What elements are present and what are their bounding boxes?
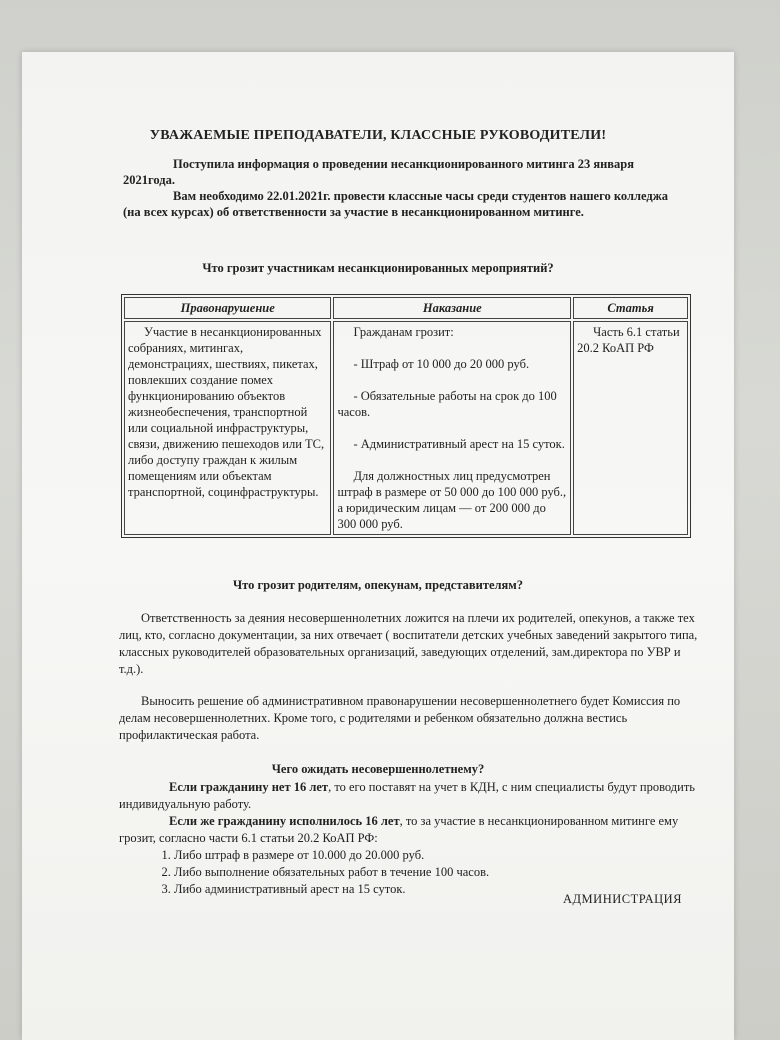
parents-paragraph-1: Ответственность за деяния несовершеннолетних ложится на плечи их родителей, опекунов, а также тех лиц, кто, согласно документации, за них отвечает ( воспитатели детских учебных заведений закрытого типа, классных руководителей образовательных организаций, заведующих отделений, зам.директора по УВР и т.д.). <box>119 611 698 676</box>
minor-under16-text: , то его поставят на учет в КДН, с ним специалисты будут проводить индивидуальную работу. <box>119 780 696 811</box>
header-punishment: Наказание <box>333 297 571 319</box>
intro-block <box>123 156 683 220</box>
question-participants: Что грозит участникам несанкционированных мероприятий? <box>202 261 554 275</box>
header-article: Статья <box>573 297 688 319</box>
offense-text: Участие в несанкционированных собраниях, митингах, демонстрациях, шествиях, пикетах, повлекших создание помех функционированию объектов жизнеобеспечения, транспортной или социальной инфраструктуры, связи, движению пешеходов или ТС, либо доступу граждан к жилым помещениям или объектам транспортной, социнфраструктуры. <box>128 325 325 499</box>
minor-under16-lead: Если гражданину нет 16 лет <box>169 780 329 794</box>
article-text: Часть 6.1 статьи 20.2 КоАП РФ <box>577 325 680 355</box>
table-header-row <box>124 297 688 319</box>
minor-over16-lead: Если же гражданину исполнилось 16 лет <box>169 814 400 828</box>
punishment-officials: Для должностных лиц предусмотрен штраф в размере от 50 000 до 100 000 руб., а юридическим лицам — от 200 000 до 300 000 руб. <box>337 469 567 531</box>
signature: АДМИНИСТРАЦИЯ <box>563 892 682 906</box>
question-parents: Что грозит родителям, опекунам, представителям? <box>232 578 524 592</box>
punishment-work: - Обязательные работы на срок до 100 часов. <box>337 389 557 419</box>
document-sheet <box>22 52 734 1040</box>
list-item: 3. Либо административный арест на 15 суток. <box>174 881 594 898</box>
header-offense: Правонарушение <box>124 297 331 319</box>
table-row <box>124 321 688 535</box>
minor-under16 <box>119 779 699 813</box>
minor-block <box>119 779 699 847</box>
minor-over16-text: , то за участие в несанкционированном митинге ему грозит, согласно части 6.1 статьи 20.2 КоАП РФ: <box>119 814 679 845</box>
punishment-intro: Гражданам грозит: <box>353 325 454 339</box>
question-minor: Чего ожидать несовершеннолетнему? <box>271 762 485 776</box>
parents-paragraph-2: Выносить решение об административном правонарушении несовершеннолетнего будет Комиссия по делам несовершеннолетних. Кроме того, с родителями и ребенком обязательно должна вестись профилактическая работа. <box>119 694 681 742</box>
cell-offense <box>124 321 331 535</box>
cell-punishment <box>333 321 571 535</box>
punishment-fine: - Штраф от 10 000 до 20 000 руб. <box>353 357 530 371</box>
intro-paragraph-1: Поступила информация о проведении несанкционированного митинга 23 января 2021года. <box>123 157 634 187</box>
minor-over16 <box>119 813 699 847</box>
intro-paragraph-2: Вам необходимо 22.01.2021г. провести классные часы среди студентов нашего колледжа (на всех курсах) об ответственности за участие в несанкционированном митинге. <box>123 189 669 219</box>
penalty-table <box>121 294 691 538</box>
list-item: 1. Либо штраф в размере от 10.000 до 20.000 руб. <box>174 847 594 864</box>
minor-penalty-list <box>156 847 594 898</box>
document-title: УВАЖАЕМЫЕ ПРЕПОДАВАТЕЛИ, КЛАССНЫЕ РУКОВОДИТЕЛИ! <box>149 128 607 143</box>
punishment-arrest: - Административный арест на 15 суток. <box>353 437 565 451</box>
list-item: 2. Либо выполнение обязательных работ в течение 100 часов. <box>174 864 594 881</box>
cell-article <box>573 321 688 535</box>
